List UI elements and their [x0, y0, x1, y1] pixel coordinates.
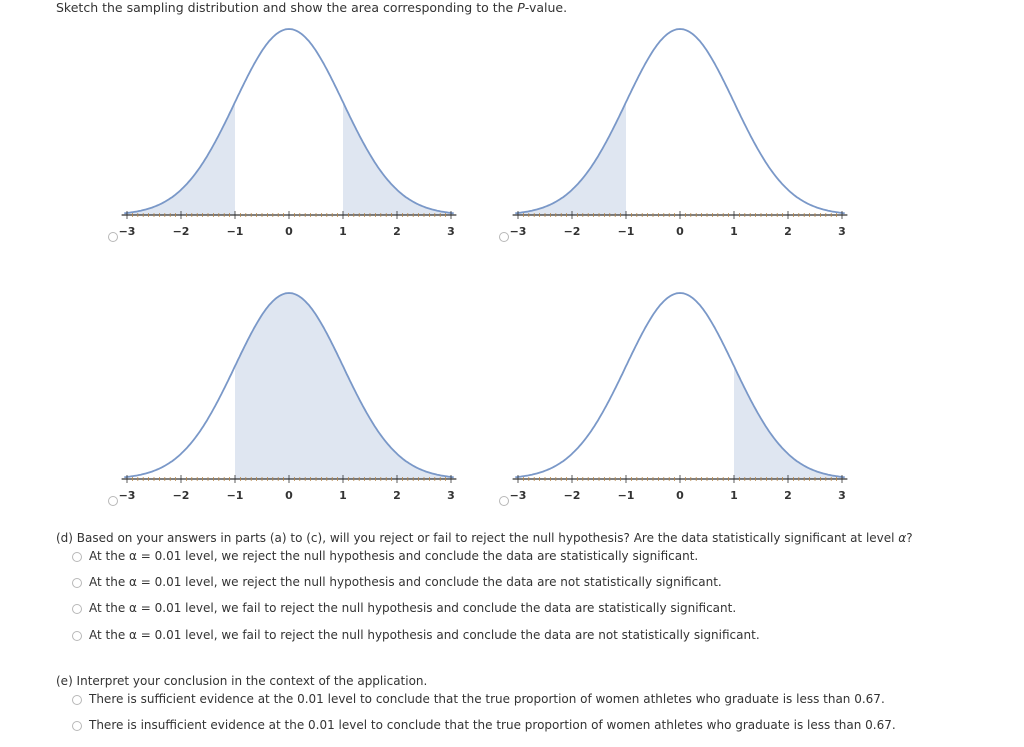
- part-d-question-end: ?: [906, 531, 913, 545]
- tick-label: 3: [447, 489, 455, 502]
- radio-button[interactable]: [72, 604, 82, 614]
- shaded-p-value-area: [235, 293, 454, 479]
- plot-radio[interactable]: [108, 232, 118, 242]
- tick-label: 2: [393, 225, 401, 238]
- part-d-question-text: (d) Based on your answers in parts (a) to (c), will you reject or fail to reject the null hypothesis? Are the data statistically significant at level: [56, 531, 899, 545]
- tick-label: −3: [509, 225, 527, 238]
- tick-label: −2: [172, 225, 190, 238]
- option-label[interactable]: At the α = 0.01 level, we reject the null hypothesis and conclude the data are not statistically significant.: [89, 575, 722, 589]
- alpha-symbol: α: [898, 531, 907, 545]
- plot-option-middle: [104, 284, 464, 544]
- tick-label: 3: [838, 489, 846, 502]
- normal-curve-chart[interactable]: [104, 284, 464, 514]
- tick-label: −1: [617, 489, 635, 502]
- plot-option-left-tail: [495, 20, 855, 280]
- tick-label: 1: [339, 225, 347, 238]
- radio-button[interactable]: [72, 631, 82, 641]
- normal-curve: [515, 293, 844, 477]
- option-label[interactable]: There is insufficient evidence at the 0.01 level to conclude that the true proportion of women athletes who graduate is less than 0.67.: [89, 718, 896, 732]
- tick-label: −1: [226, 225, 244, 238]
- radio-button[interactable]: [72, 552, 82, 562]
- tick-label: 3: [447, 225, 455, 238]
- tick-label: 0: [285, 225, 293, 238]
- tick-label: 2: [784, 489, 792, 502]
- tick-label: 2: [784, 225, 792, 238]
- radio-button[interactable]: [72, 721, 82, 731]
- option-label[interactable]: At the α = 0.01 level, we fail to reject the null hypothesis and conclude the data are statistically significant.: [89, 601, 737, 615]
- shaded-p-value-area: [124, 102, 235, 215]
- normal-curve-chart[interactable]: [104, 20, 464, 250]
- tick-label: −3: [118, 489, 136, 502]
- instruction-p-symbol: P: [517, 0, 525, 15]
- plot-radio[interactable]: [499, 232, 509, 242]
- tick-label: 1: [730, 225, 738, 238]
- instruction-part: -value.: [524, 0, 568, 15]
- tick-label: 1: [730, 489, 738, 502]
- tick-label: −2: [563, 225, 581, 238]
- plot-radio[interactable]: [499, 496, 509, 506]
- part-e-question: (e) Interpret your conclusion in the context of the application.: [56, 674, 428, 688]
- part-d-question: [56, 531, 913, 545]
- tick-label: 0: [285, 489, 293, 502]
- shaded-p-value-area: [734, 366, 845, 479]
- shaded-p-value-area: [515, 102, 626, 215]
- plot-option-two-tailed: [104, 20, 464, 280]
- normal-curve: [515, 29, 844, 213]
- plot-radio[interactable]: [108, 496, 118, 506]
- tick-label: 2: [393, 489, 401, 502]
- option-label[interactable]: At the α = 0.01 level, we reject the null hypothesis and conclude the data are statistically significant.: [89, 549, 699, 563]
- tick-label: −1: [226, 489, 244, 502]
- option-label[interactable]: There is sufficient evidence at the 0.01 level to conclude that the true proportion of women athletes who graduate is less than 0.67.: [89, 692, 885, 706]
- normal-curve-chart[interactable]: [495, 284, 855, 514]
- plot-option-right-tail: [495, 284, 855, 544]
- tick-label: −3: [509, 489, 527, 502]
- shaded-p-value-area: [343, 102, 454, 215]
- radio-button[interactable]: [72, 695, 82, 705]
- tick-label: 0: [676, 489, 684, 502]
- normal-curve: [124, 29, 453, 213]
- instruction-part: Sketch the sampling distribution and show the area corresponding to the: [56, 0, 518, 15]
- tick-label: −2: [563, 489, 581, 502]
- normal-curve-chart[interactable]: [495, 20, 855, 250]
- tick-label: 1: [339, 489, 347, 502]
- tick-label: −3: [118, 225, 136, 238]
- tick-label: 3: [838, 225, 846, 238]
- instruction-text: [56, 0, 567, 15]
- option-label[interactable]: At the α = 0.01 level, we fail to reject the null hypothesis and conclude the data are not statistically significant.: [89, 628, 760, 642]
- radio-button[interactable]: [72, 578, 82, 588]
- tick-label: −2: [172, 489, 190, 502]
- tick-label: −1: [617, 225, 635, 238]
- tick-label: 0: [676, 225, 684, 238]
